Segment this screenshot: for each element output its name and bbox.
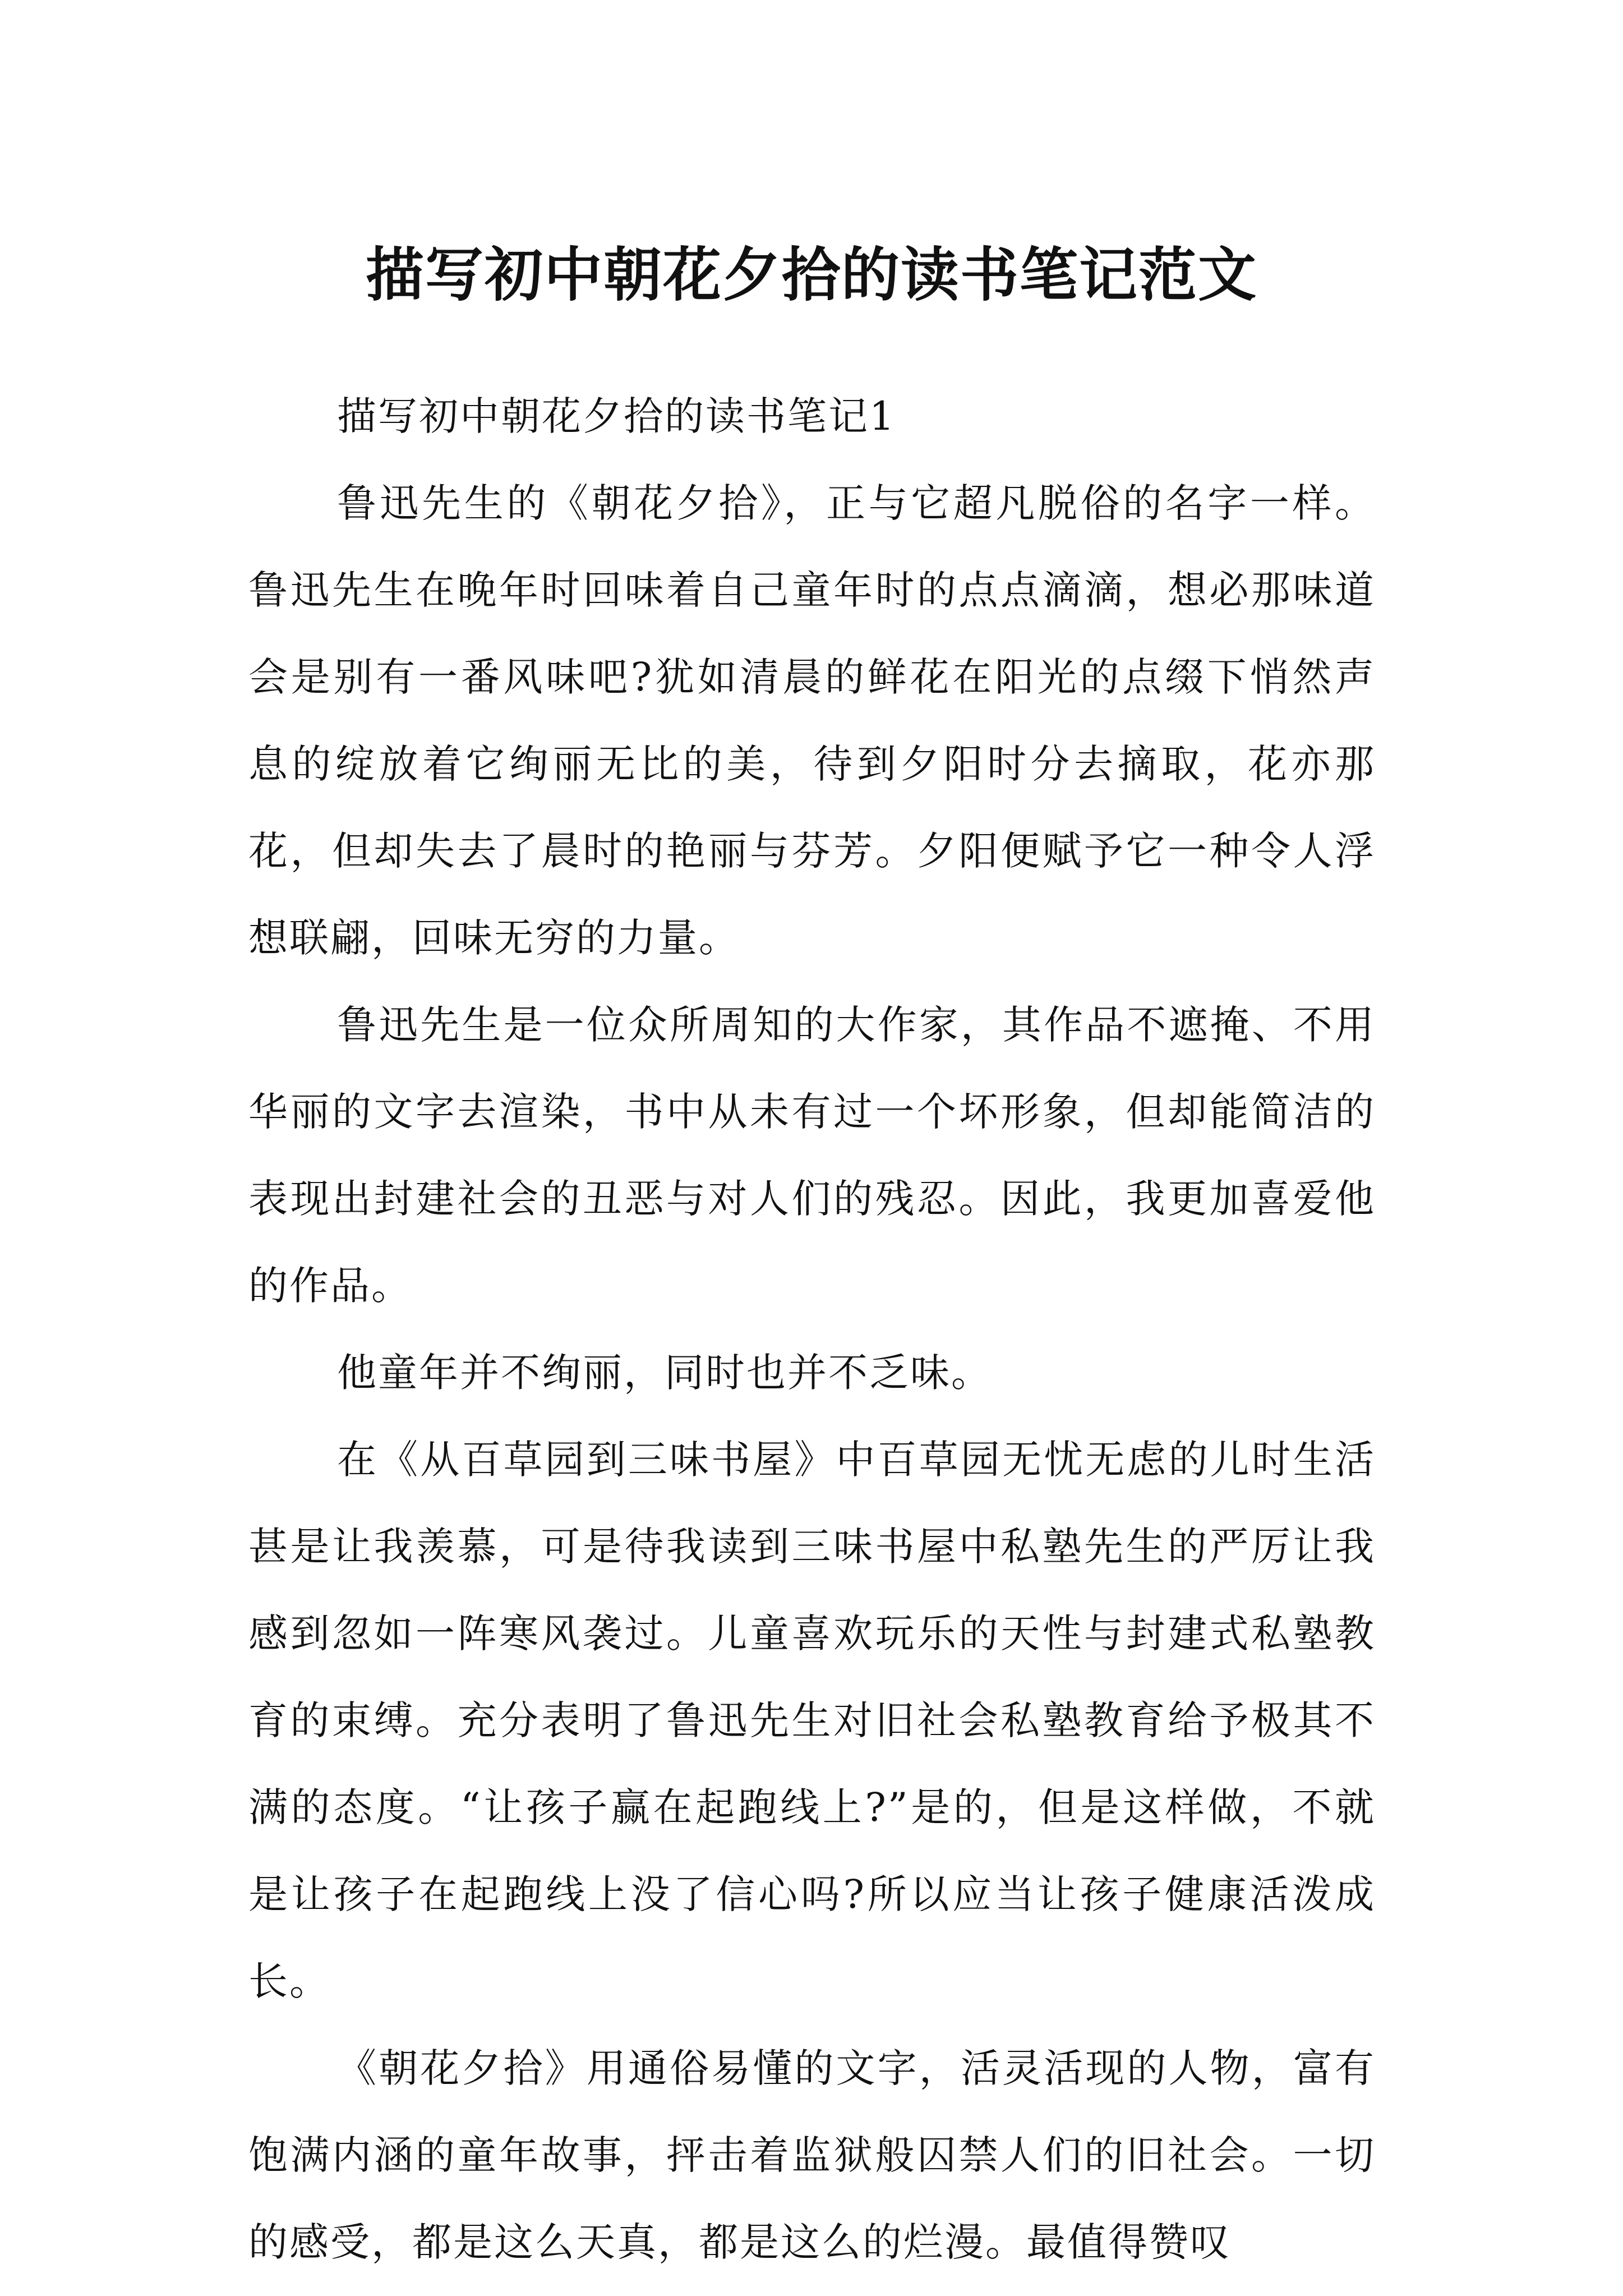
document-body	[248, 373, 1376, 2286]
document-title: 描写初中朝花夕拾的读书笔记范文	[365, 240, 1257, 309]
body-paragraph: 他童年并不绚丽，同时也并不乏味。	[337, 1350, 992, 1396]
section-heading: 描写初中朝花夕拾的读书笔记1	[337, 393, 896, 439]
body-paragraph: 《朝花夕拾》用通俗易懂的文字，活灵活现的人物，富有饱满内涵的童年故事，抨击着监狱般囚禁人们的旧社会。一切的感受，都是这么天真，都是这么的烂漫。最值得赞叹	[248, 2045, 1376, 2265]
body-paragraph: 鲁迅先生是一位众所周知的大作家，其作品不遮掩、不用华丽的文字去渲染，书中从未有过一个坏形象，但却能简洁的表现出封建社会的丑恶与对人们的残忍。因此，我更加喜爱他的作品。	[248, 1002, 1376, 1309]
body-paragraph: 鲁迅先生的《朝花夕拾》，正与它超凡脱俗的名字一样。鲁迅先生在晚年时回味着自己童年时的点点滴滴，想必那味道会是别有一番风味吧?犹如清晨的鲜花在阳光的点缀下悄然声息的绽放着它绚丽无比的美，待到夕阳时分去摘取，花亦那花，但却失去了晨时的艳丽与芬芳。夕阳便赋予它一种令人浮想联翩，回味无穷的力量。	[248, 480, 1376, 961]
body-paragraph: 在《从百草园到三味书屋》中百草园无忧无虑的儿时生活甚是让我羡慕，可是待我读到三味书屋中私塾先生的严厉让我感到忽如一阵寒风袭过。儿童喜欢玩乐的天性与封建式私塾教育的束缚。充分表明了鲁迅先生对旧社会私塾教育给予极其不满的态度。“让孩子赢在起跑线上?”是的，但是这样做，不就是让孩子在起跑线上没了信心吗?所以应当让孩子健康活泼成长。	[248, 1437, 1376, 2004]
